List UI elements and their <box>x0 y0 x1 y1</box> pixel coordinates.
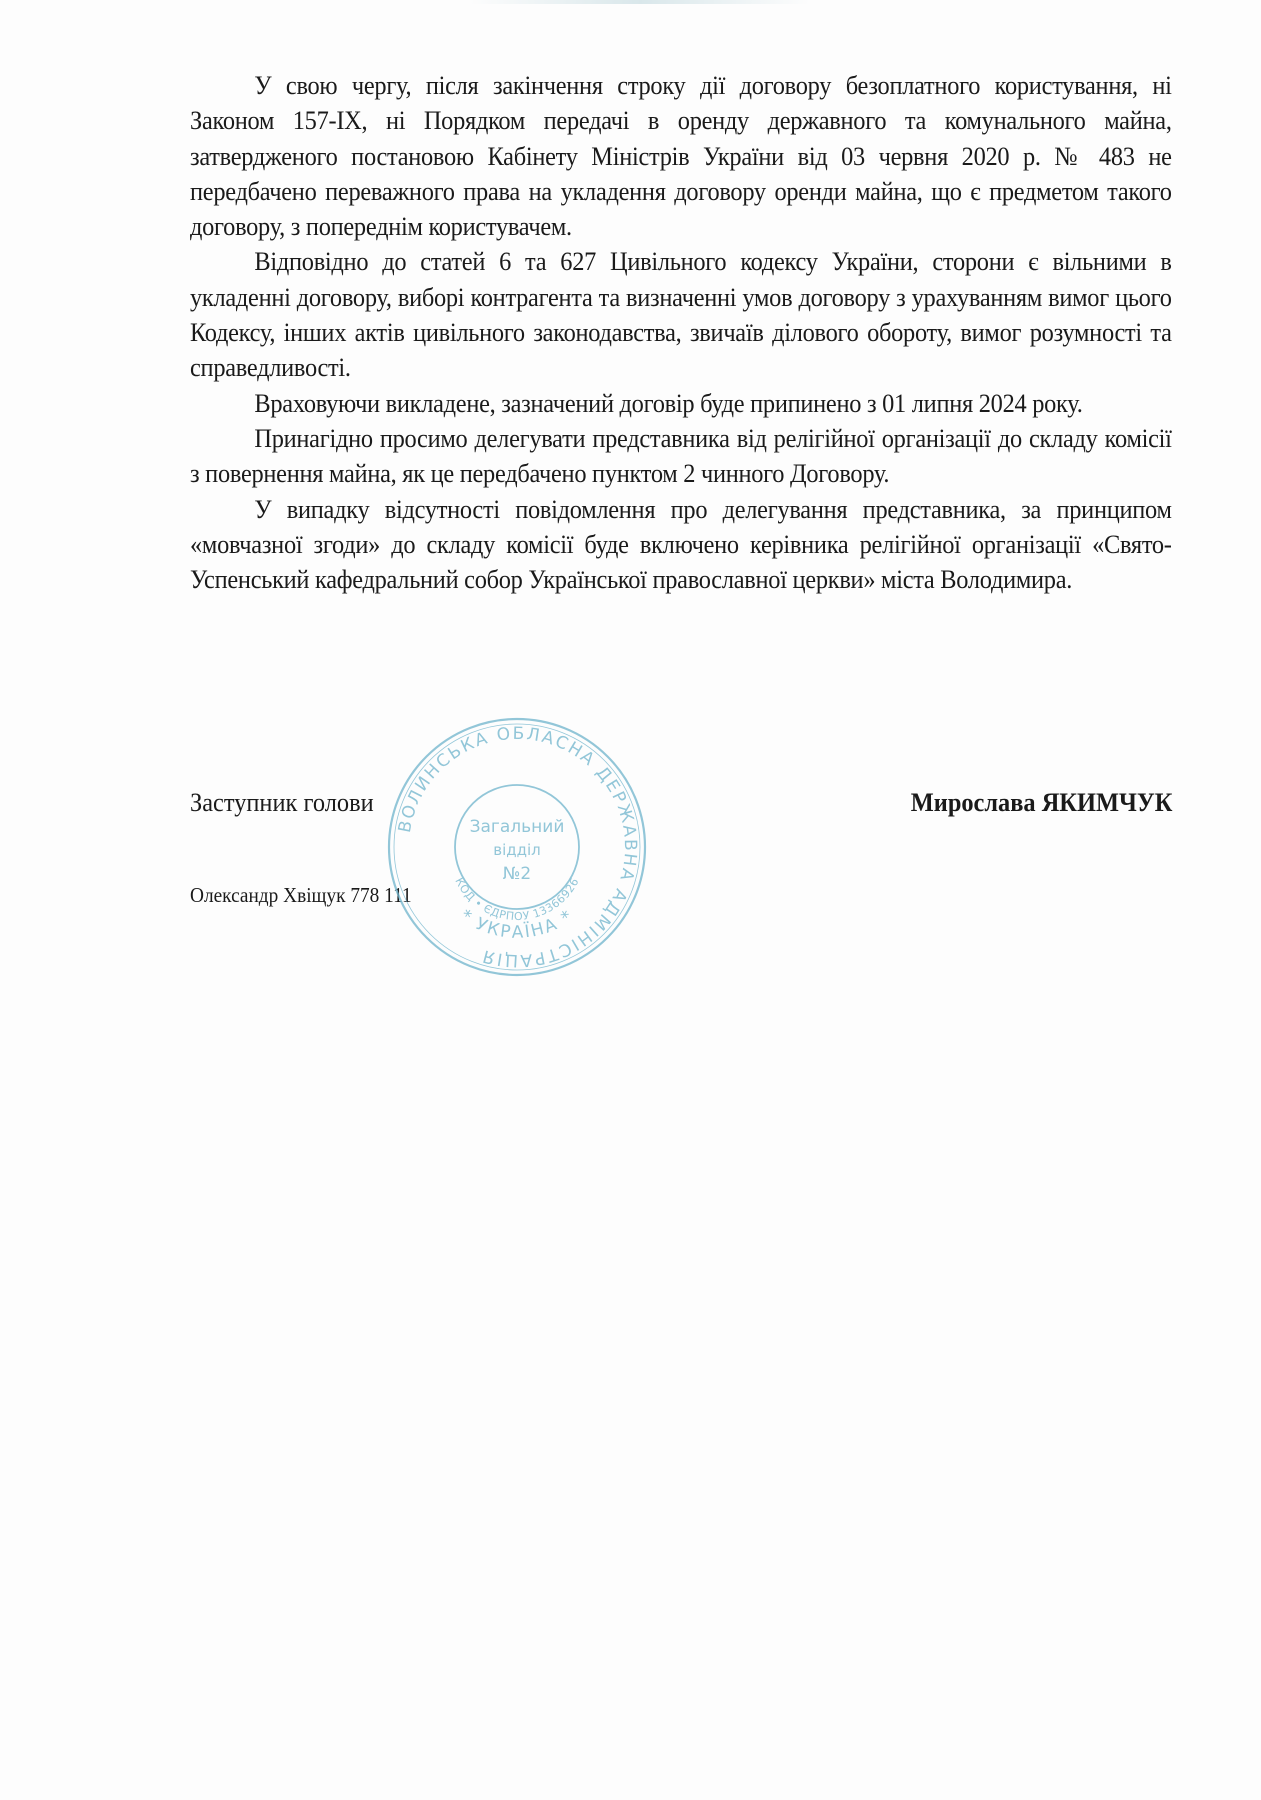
stamp-center-line3: №2 <box>502 864 532 884</box>
official-stamp <box>382 712 652 982</box>
letter-body <box>190 68 1172 597</box>
stamp-code-text: КОД • ЄДРПОУ 13366926 <box>452 875 582 924</box>
stamp-country-text: * УКРАЇНА * <box>456 905 578 943</box>
stamp-outer-text: ВОЛИНСЬКА ОБЛАСНА ДЕРЖАВНА АДМІНІСТРАЦІЯ <box>394 723 641 971</box>
stamp-center-line1: Загальний <box>469 817 565 837</box>
paragraph: У свою чергу, після закінчення строку дії договору безоплатного користування, ні Законом 157-IX, ні Порядком передачі в оренду державного та комунального майна, затвердженого постановою Кабінету Міністрів України від 03 червня 2020 р. № 483 не передбачено переважного права на укладення договору оренди майна, що є предметом такого договору, з попереднім користувачем. <box>190 70 1172 242</box>
stamp-center-line2: відділ <box>493 841 541 859</box>
scan-edge-fragment <box>470 0 810 4</box>
signatory-name: Мирослава ЯКИМЧУК <box>910 787 1172 817</box>
stamp-icon <box>382 712 652 982</box>
paragraph: Враховуючи викладене, зазначений договір буде припинено з 01 липня 2024 року. <box>254 387 1083 418</box>
signature-block <box>190 787 1172 827</box>
stamp-outer-ring <box>389 719 645 975</box>
paragraph: Відповідно до статей 6 та 627 Цивільного кодексу України, сторони є вільними в укладенні договору, виборі контрагента та визначенні умов договору з урахуванням вимог цього Кодексу, інших актів цивільного законодавства, звичаїв ділового обороту, вимог розумності та справедливості. <box>190 246 1172 383</box>
paragraph: У випадку відсутності повідомлення про делегування представника, за принципом «мовчазної згоди» до складу комісії буде включено керівника релігійної організації «Свято-Успенський кафедральний собор Української православної церкви» міста Володимира. <box>190 493 1172 595</box>
signatory-position: Заступник голови <box>190 787 374 817</box>
executor-contact: Олександр Хвіщук 778 111 <box>190 883 412 907</box>
paragraph: Принагідно просимо делегувати представника від релігійної організації до складу комісії з повернення майна, як це передбачено пунктом 2 чинного Договору. <box>190 422 1172 489</box>
